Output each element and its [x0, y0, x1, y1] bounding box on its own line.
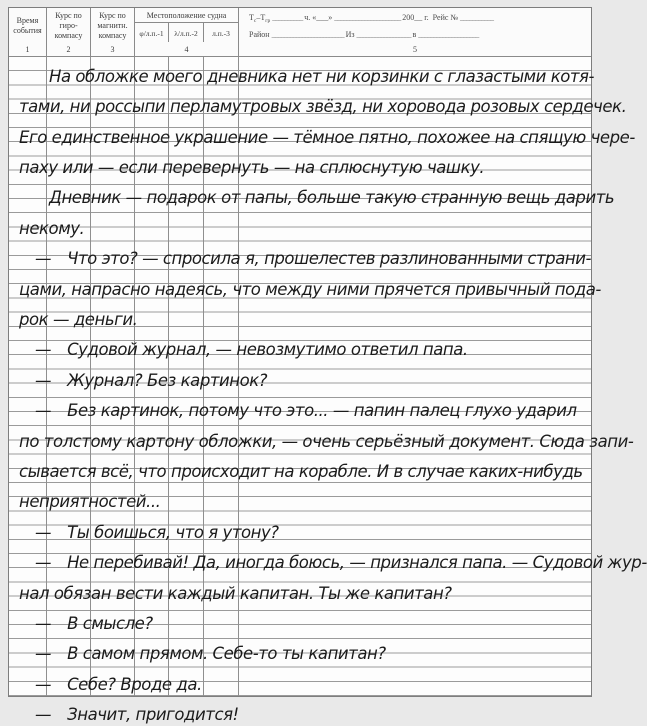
- region-label: Район: [249, 30, 270, 39]
- hours-label: ч.: [304, 13, 311, 22]
- column-number-5: 5: [239, 42, 591, 56]
- handwritten-line: неприятностей...: [19, 492, 161, 512]
- column-header-time: Время события: [9, 8, 46, 43]
- position-subcolumns: [135, 23, 238, 43]
- column-header-magnetic-course: Курс по магнитн. компасу: [91, 8, 134, 43]
- time-blank-field: __________: [272, 13, 303, 22]
- handwritten-line: Его единственное украшение — тёмное пятно, похожее на спящую чере-: [19, 127, 635, 147]
- to-label: в: [412, 30, 417, 39]
- table-header: [9, 8, 591, 41]
- subcolumn-phi: φ/л.п.-1: [135, 23, 168, 43]
- column-number-1: 1: [9, 42, 46, 56]
- handwritten-text: [9, 57, 647, 725]
- logbook-form: [8, 7, 647, 725]
- handwritten-line: некому.: [19, 218, 85, 238]
- handwritten-line: — В смысле?: [35, 613, 153, 633]
- region-blank-field: ________________________: [271, 30, 344, 39]
- year-label: 200__ г.: [402, 13, 429, 22]
- handwritten-line: тами, ни россыпи перламутровых звёзд, ни хоровода розовых сердечек.: [19, 97, 627, 117]
- handwritten-line: — Не перебивай! Да, иногда боюсь, — признался папа. — Судовой жур-: [35, 553, 647, 573]
- column-number-row: [9, 41, 591, 57]
- handwritten-line: по толстому картону обложки, — очень серьёзный документ. Сюда запи-: [19, 431, 634, 451]
- voyage-info-line2: [249, 28, 583, 41]
- column-number-4: 4: [135, 42, 238, 56]
- subcolumn-lambda: λ/л.п.-2: [169, 23, 203, 43]
- time-diff-label: $Т_с-Т_{гр}$: [249, 13, 271, 24]
- column-number-3: 3: [91, 42, 134, 56]
- ruled-body: [9, 57, 647, 725]
- column-number-2: 2: [47, 42, 90, 56]
- handwritten-line: — Ты боишься, что я утону?: [35, 522, 279, 542]
- handwritten-line: паху или — если перевернуть — на сплюснутую чашку.: [19, 158, 485, 178]
- voyage-number-blank: ___________: [460, 13, 494, 22]
- subcolumn-lp3: л.п.-3: [204, 23, 238, 43]
- handwritten-line: нал обязан вести каждый капитан. Ты же капитан?: [19, 583, 452, 603]
- voyage-info-cell: [239, 8, 591, 43]
- date-quote-field: «___»: [312, 13, 333, 22]
- voyage-info-line1: [249, 11, 583, 28]
- column-header-gyro-course: Курс по гиро-компасу: [47, 8, 90, 43]
- handwritten-line: — Судовой журнал, — невозмутимо ответил папа.: [35, 340, 468, 360]
- handwritten-line: — Журнал? Без картинок?: [35, 370, 268, 390]
- handwritten-line: — В самом прямом. Себе-то ты капитан?: [35, 644, 386, 664]
- handwritten-line: рок — деньги.: [19, 310, 138, 330]
- from-label: Из: [345, 30, 355, 39]
- handwritten-line: сывается всё, что происходит на корабле. И в случае каких-нибудь: [19, 461, 583, 481]
- handwritten-line: Дневник — подарок от папы, больше такую странную вещь дарить: [49, 188, 615, 208]
- column-header-position: Местоположение судна: [135, 8, 238, 23]
- column-header-position-group: [135, 8, 238, 43]
- handwritten-line: цами, напрасно надеясь, что между ними прячется привычный пода-: [19, 279, 601, 299]
- handwritten-line: На обложке моего дневника нет ни корзинки с глазастыми котя-: [49, 66, 595, 86]
- handwritten-line: — Что это? — спросила я, прошелестев разлинованными страни-: [35, 249, 591, 269]
- handwritten-line: — Себе? Вроде да.: [35, 674, 202, 694]
- month-blank-field: ______________________: [334, 13, 401, 22]
- handwritten-line: — Без картинок, потому что это... — папин палец глухо ударил: [35, 401, 577, 421]
- handwritten-line: — Значит, пригодится!: [35, 705, 239, 725]
- from-blank-field: __________________: [356, 30, 411, 39]
- voyage-number-label: Рейс №: [432, 13, 459, 22]
- to-blank-field: ____________________: [418, 30, 479, 39]
